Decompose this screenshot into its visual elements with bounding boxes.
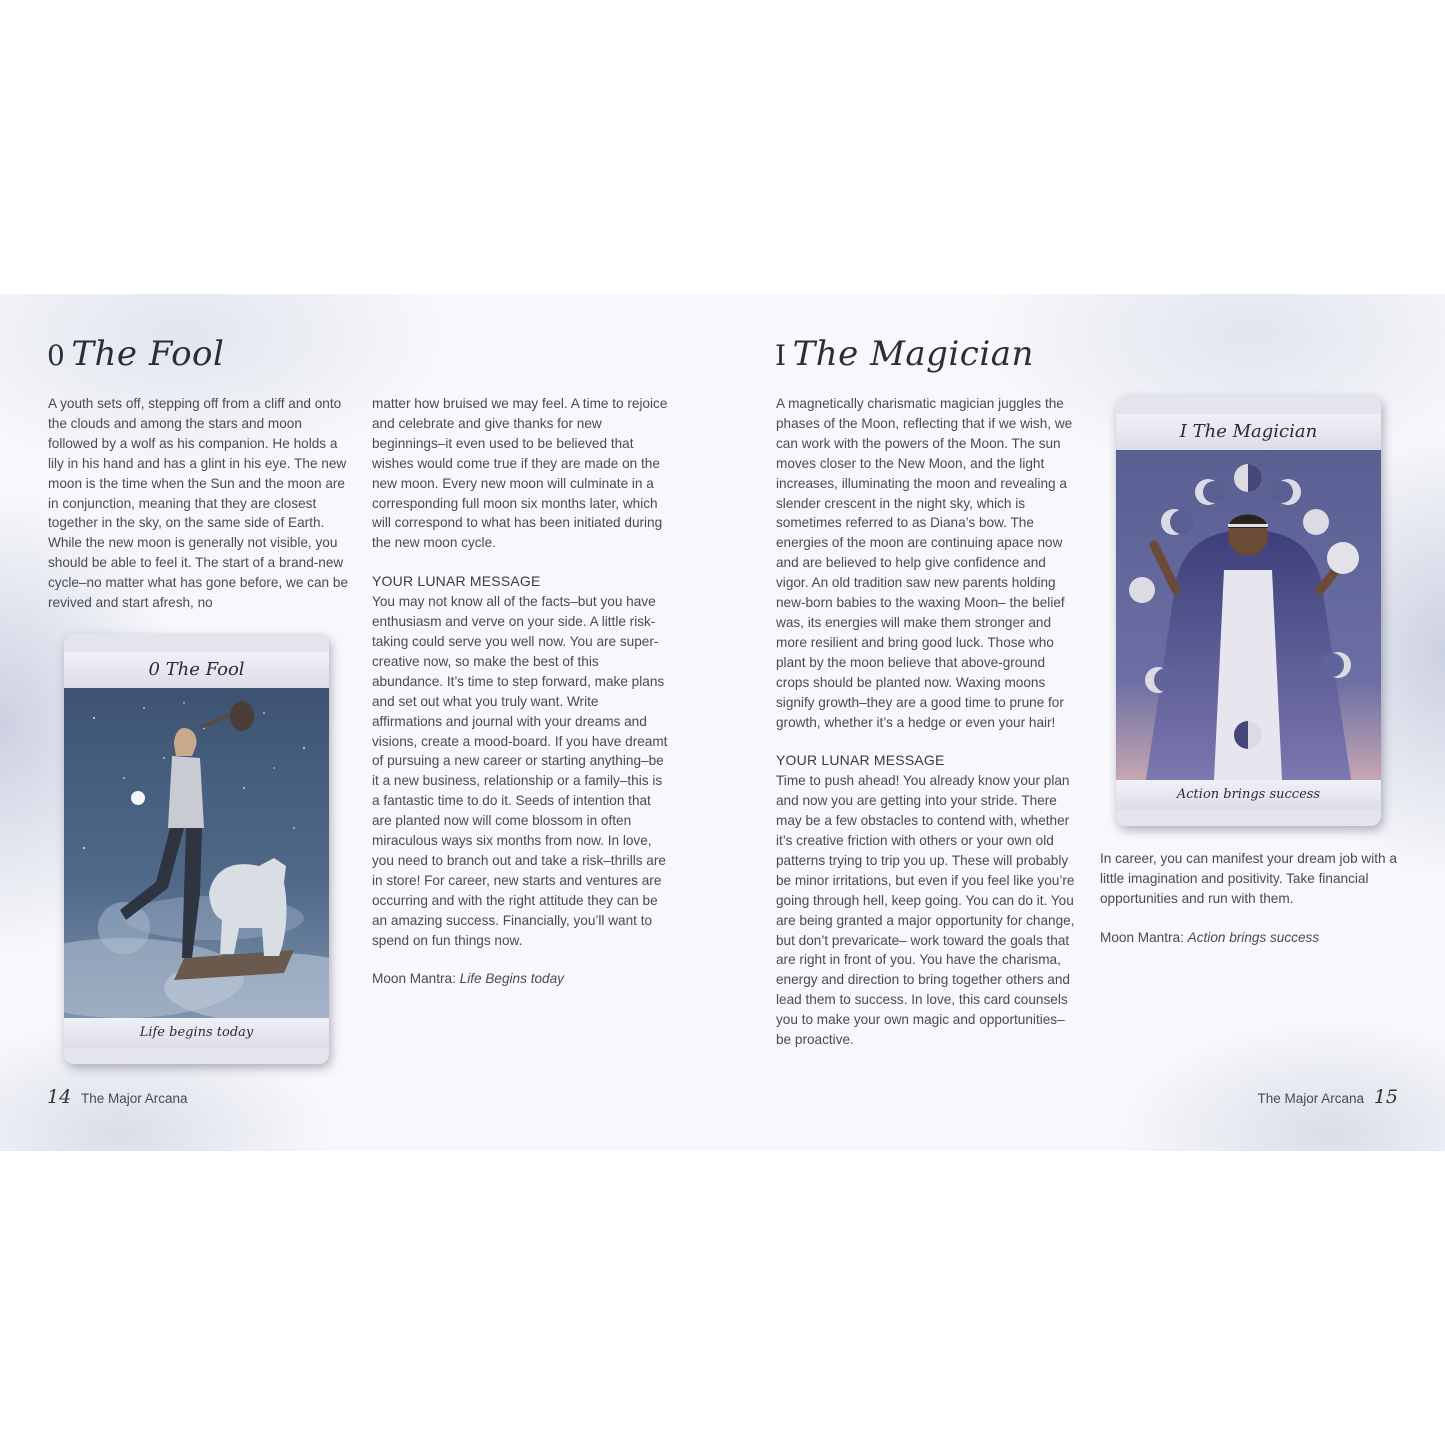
magician-card-title: I The Magician — [1116, 414, 1381, 450]
page-title-magician: I The Magician — [775, 334, 1034, 374]
fool-lunar-message: You may not know all of the facts–but you have enthusiasm and verve on your side. A little risk-taking could serve you well now. You are super-creative now, so make the best of this abundance. It’s time to step forward, make plans and set out what you truly want. Write affirmations and journal with your dreams and visions, create a mood-board. If you have dreamt of pursuing a new career or starting anything–be it a new business, relationship or a family–this is a fantastic time to do it. Seeds of intention that are planted now will come blossom in often miraculous ways six months from now. In love, you need to branch out and take a risk–thrills are in store! For career, new starts and ventures are occurring and with the right attitude they can be an amazing success. Financially, you’ll want to spend on fun things now. — [372, 594, 668, 948]
left-page-number: 14 — [47, 1086, 72, 1108]
fool-column-2 — [372, 394, 672, 989]
fool-continued-text: matter how bruised we may feel. A time to rejoice and celebrate and give thanks for new beginnings–it even used to be believed that wishes would come true if they are made on the new moon. Every new moon will culminate in a corresponding full moon six months later, which will correspond to what has been initiated during the new moon cycle. — [372, 396, 668, 551]
fool-column-1 — [48, 394, 348, 613]
right-folio — [1257, 1086, 1398, 1108]
right-running-title: The Major Arcana — [1257, 1091, 1365, 1106]
magician-card — [1116, 396, 1381, 826]
fool-card-title: 0 The Fool — [64, 652, 329, 688]
fool-intro-text: A youth sets off, stepping off from a cliff and onto the clouds and among the stars and moon followed by a wolf as his companion. He holds a lily in his hand and has a glint in his eye. The new moon is the time when the Sun and the moon are in conjunction, meaning that they are closest together in the sky, on the same side of Earth. While the new moon is generally not visible, you should be able to feel it. The start of a brand-new cycle–no matter what has gone before, we can be revived and start afresh, no — [48, 396, 348, 611]
magician-career-text: In career, you can manifest your dream job with a little imagination and positivity. Take financial opportunities and run with them. — [1100, 851, 1397, 906]
magician-section-heading: YOUR LUNAR MESSAGE — [776, 752, 945, 769]
magician-card-caption: Action brings success — [1116, 780, 1381, 810]
magician-card-illustration — [1116, 450, 1381, 780]
page-title-fool: 0 The Fool — [47, 334, 225, 374]
left-folio — [47, 1086, 188, 1108]
magician-intro-text: A magnetically charismatic magician juggles the phases of the Moon, reflecting that if we wish, we can work with the powers of the Moon. The sun moves closer to the New Moon, and the light increases, illuminating the moon and revealing a slender crescent in the night sky, which is sometimes referred to as Diana’s bow. The energies of the moon are continuing apace now and are believed to help give confidence and vigor. An old tradition saw new parents holding new-born babies to the waxing Moon– the belief was, its energies will make them stronger and more resilient and bring good luck. Those who plant by the moon believe that above-ground crops should be planted now. Waxing moons signify growth–they are a good time to prune for growth, whether it’s a hedge or even your hair! — [776, 396, 1073, 730]
fool-card-caption: Life begins today — [64, 1018, 329, 1048]
fool-section-heading: YOUR LUNAR MESSAGE — [372, 573, 541, 590]
fool-card — [64, 634, 329, 1064]
left-running-title: The Major Arcana — [80, 1091, 188, 1106]
magician-lunar-message: Time to push ahead! You already know your plan and now you are getting into your stride. There may be a few obstacles to contend with, whether it’s creative friction with others or your own old patterns trying to trip you up. These will probably be minor irritations, but even if you feel like you’re going through hell, keep going. You can do it. You are being granted a major opportunity for change, but don’t prevaricate– work toward the goals that are right in front of you. You have the charisma, energy and direction to bring together others and lead them to success. In love, this card counsels you to make your own magic and opportunities–be proactive. — [776, 773, 1075, 1048]
magician-moon-mantra: Moon Mantra: Action brings success — [1100, 929, 1320, 945]
magician-column-2 — [1100, 849, 1400, 948]
fool-card-illustration — [64, 688, 329, 1018]
fool-moon-mantra: Moon Mantra: Life Begins today — [372, 971, 564, 987]
book-spread — [0, 294, 1445, 1151]
right-page-number: 15 — [1373, 1086, 1398, 1108]
magician-column-1 — [776, 394, 1078, 1050]
